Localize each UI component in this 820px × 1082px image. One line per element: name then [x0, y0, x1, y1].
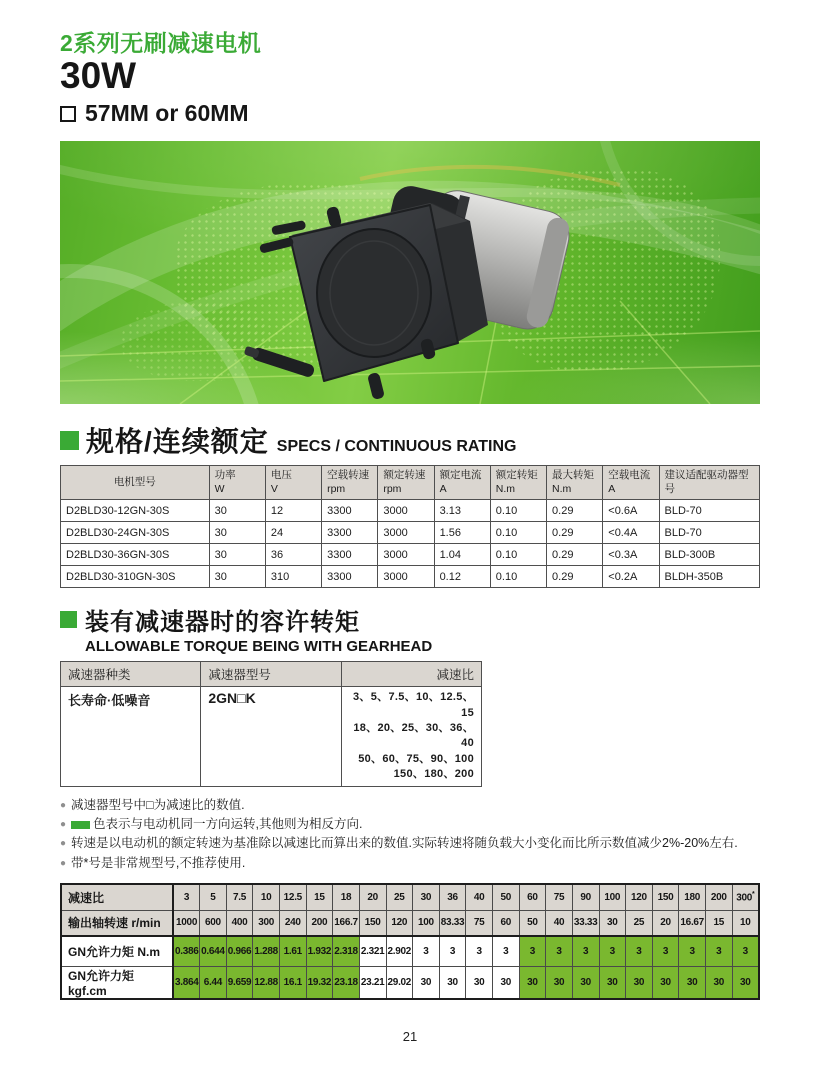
gearhead-col-model: 减速器型号: [201, 662, 341, 687]
spec-value: 30: [209, 522, 265, 544]
ratio-cell: 6.44: [200, 966, 227, 999]
gearbox: [290, 203, 488, 381]
note-text: 减速器型号中□为减速比的数值.: [71, 797, 245, 812]
ratio-table-row: [61, 884, 759, 910]
gearhead-col-ratio: 减速比: [341, 662, 481, 687]
ratio-cell: 90: [572, 884, 599, 910]
spec-value: 0.29: [547, 500, 603, 522]
spec-value: 1.56: [434, 522, 490, 544]
spec-column-header: 建议适配驱动器型号: [659, 466, 760, 500]
spec-value: 3300: [322, 500, 378, 522]
note-item: [60, 815, 760, 834]
spec-value: 30: [209, 544, 265, 566]
row-label: GN允许力矩 N.m: [61, 936, 173, 966]
page-number: 21: [402, 1029, 418, 1044]
ratio-cell: 1.932: [306, 936, 333, 966]
ratio-cell: 9.659: [226, 966, 253, 999]
ratio-cell: 36: [439, 884, 466, 910]
ratio-cell: 3: [173, 884, 200, 910]
spec-table-row: [61, 544, 760, 566]
motor-photo: [232, 173, 577, 401]
ratio-cell: 2.902: [386, 936, 413, 966]
spec-value: <0.4A: [603, 522, 659, 544]
square-frame-icon: [60, 106, 76, 122]
spec-value: 3300: [322, 566, 378, 588]
ratio-cell: 200: [706, 884, 733, 910]
spec-value: 0.10: [490, 500, 546, 522]
spec-table-row: [61, 522, 760, 544]
ratio-cell: 50: [493, 884, 520, 910]
ratio-cell: 60: [493, 910, 520, 936]
bullet-icon: ●: [60, 838, 67, 850]
spec-value: <0.2A: [603, 566, 659, 588]
spec-value: 3.13: [434, 500, 490, 522]
ratio-cell: 1.288: [253, 936, 280, 966]
specs-title-en: SPECS / CONTINUOUS RATING: [276, 438, 517, 456]
motor-model: D2BLD30-12GN-30S: [61, 500, 210, 522]
ratio-cell: 200: [306, 910, 333, 936]
spec-column-header: 额定转矩 N.m: [490, 466, 546, 500]
torque-title-en: ALLOWABLE TORQUE BEING WITH GEARHEAD: [85, 638, 433, 656]
ratio-cell: 30: [626, 966, 653, 999]
ratio-cell: 30: [546, 966, 573, 999]
spec-column-header: 额定电流 A: [434, 466, 490, 500]
spec-value: 0.10: [490, 522, 546, 544]
ratio-cell: 20: [652, 910, 679, 936]
frame-size-line: [60, 100, 760, 127]
spec-value: 0.10: [490, 566, 546, 588]
product-banner: [60, 141, 760, 404]
gearhead-header-row: [61, 662, 482, 687]
ratio-cell: 83.33: [439, 910, 466, 936]
spec-value: BLD-70: [659, 500, 760, 522]
ratio-cell: 75: [466, 910, 493, 936]
ratio-cell: 5: [200, 884, 227, 910]
spec-value: 0.29: [547, 544, 603, 566]
ratio-cell: 30: [413, 966, 440, 999]
spec-value: 36: [265, 544, 321, 566]
ratio-cell: 30: [413, 884, 440, 910]
green-square-icon: [60, 431, 79, 450]
spec-column-header: 额定转速 rpm: [378, 466, 434, 500]
ratio-cell: 33.33: [572, 910, 599, 936]
ratio-cell: 30: [599, 910, 626, 936]
note-item: [60, 796, 760, 815]
spec-value: 0.10: [490, 544, 546, 566]
torque-title-zh: 装有减速器时的容许转矩: [85, 609, 360, 637]
ratio-cell: 3: [546, 936, 573, 966]
ratio-cell: 3: [706, 936, 733, 966]
ratio-cell: 3: [466, 936, 493, 966]
ratio-cell: 400: [226, 910, 253, 936]
series-title: 2系列无刷减速电机: [60, 30, 262, 56]
ratio-cell: 12.88: [253, 966, 280, 999]
spec-value: 3300: [322, 522, 378, 544]
ratio-cell: 3: [413, 936, 440, 966]
ratio-cell: 166.7: [333, 910, 360, 936]
ratio-cell: 30: [652, 966, 679, 999]
spec-table-row: [61, 500, 760, 522]
section-specs-heading: [60, 420, 760, 460]
spec-value: 24: [265, 522, 321, 544]
spec-column-header: 最大转矩 N.m: [547, 466, 603, 500]
ratio-cell: 300*: [732, 884, 759, 910]
spec-value: 0.29: [547, 522, 603, 544]
note-item: [60, 854, 760, 873]
ratio-cell: 3: [732, 936, 759, 966]
gearhead-data-row: [61, 687, 482, 786]
spec-value: 0.29: [547, 566, 603, 588]
ratio-cell: 25: [626, 910, 653, 936]
spec-value: 310: [265, 566, 321, 588]
section-torque-heading: [60, 602, 760, 655]
ratio-cell: 300: [253, 910, 280, 936]
spec-column-header: 电机型号: [61, 466, 210, 500]
gearhead-table: [60, 661, 482, 786]
spec-value: <0.3A: [603, 544, 659, 566]
ratio-cell: 30: [572, 966, 599, 999]
spec-table-row: [61, 566, 760, 588]
spec-value: 3000: [378, 500, 434, 522]
ratio-cell: 1.61: [280, 936, 307, 966]
spec-value: 1.04: [434, 544, 490, 566]
green-square-icon: [60, 611, 77, 628]
spec-value: 3000: [378, 522, 434, 544]
power-rating: 30W: [60, 55, 137, 97]
ratio-cell: 30: [732, 966, 759, 999]
ratio-cell: 30: [599, 966, 626, 999]
ratio-cell: 240: [280, 910, 307, 936]
ratio-cell: 60: [519, 884, 546, 910]
spec-value: 30: [209, 500, 265, 522]
spec-value: <0.6A: [603, 500, 659, 522]
ratio-cell: 15: [706, 910, 733, 936]
gearhead-type: 长寿命·低噪音: [61, 687, 201, 786]
spec-value: 0.12: [434, 566, 490, 588]
ratio-cell: 23.21: [359, 966, 386, 999]
spec-value: 3000: [378, 544, 434, 566]
ratio-torque-table: [60, 883, 760, 1000]
ratio-cell: 3: [652, 936, 679, 966]
green-swatch-icon: [71, 821, 90, 829]
notes-list: [60, 796, 760, 874]
ratio-cell: 100: [413, 910, 440, 936]
ratio-cell: 2.321: [359, 936, 386, 966]
motor-model: D2BLD30-24GN-30S: [61, 522, 210, 544]
ratio-cell: 16.1: [280, 966, 307, 999]
ratio-cell: 25: [386, 884, 413, 910]
row-label: 输出轴转速 r/min: [61, 910, 173, 936]
row-label: GN允许力矩 kgf.cm: [61, 966, 173, 999]
ratio-cell: 16.67: [679, 910, 706, 936]
specs-table: [60, 465, 760, 588]
ratio-cell: 0.386: [173, 936, 200, 966]
ratio-cell: 3: [679, 936, 706, 966]
ratio-cell: 23.18: [333, 966, 360, 999]
spec-value: 3000: [378, 566, 434, 588]
spec-value: 3300: [322, 544, 378, 566]
spec-value: BLDH-350B: [659, 566, 760, 588]
ratio-cell: 100: [599, 884, 626, 910]
ratio-table-row: [61, 936, 759, 966]
motor-model: D2BLD30-36GN-30S: [61, 544, 210, 566]
note-item: [60, 834, 760, 853]
ratio-cell: 10: [732, 910, 759, 936]
ratio-cell: 120: [386, 910, 413, 936]
ratio-cell: 30: [519, 966, 546, 999]
ratio-cell: 0.966: [226, 936, 253, 966]
spec-value: 12: [265, 500, 321, 522]
ratio-cell: 30: [466, 966, 493, 999]
ratio-cell: 3.864: [173, 966, 200, 999]
ratio-cell: 40: [466, 884, 493, 910]
ratio-cell: 50: [519, 910, 546, 936]
asterisk-marker: *: [751, 891, 755, 899]
specs-title-zh: 规格/连续额定: [86, 426, 269, 458]
note-text: 带*号是非常规型号,不推荐使用.: [71, 855, 246, 870]
spec-column-header: 电压 V: [265, 466, 321, 500]
ratio-cell: 1000: [173, 910, 200, 936]
ratio-cell: 3: [519, 936, 546, 966]
ratio-cell: 30: [439, 966, 466, 999]
frame-size-label: 57MM or 60MM: [85, 100, 249, 127]
note-text: 色表示与电动机同一方向运转,其他则为相反方向.: [93, 817, 363, 831]
ratio-cell: 3: [572, 936, 599, 966]
spec-value: BLD-300B: [659, 544, 760, 566]
gearhead-col-type: 减速器种类: [61, 662, 201, 687]
ratio-cell: 20: [359, 884, 386, 910]
ratio-cell: 10: [253, 884, 280, 910]
gearhead-model: 2GN□K: [201, 687, 341, 786]
bullet-icon: ●: [60, 857, 67, 869]
ratio-cell: 30: [679, 966, 706, 999]
gearhead-ratios: 3、5、7.5、10、12.5、15 18、20、25、30、36、40 50、60、75、90、100 150、180、200: [341, 687, 481, 786]
note-text: 转速是以电动机的额定转速为基准除以减速比而算出来的数值.实际转速将随负载大小变化而比所示数值减少2%-20%左右.: [71, 836, 738, 851]
row-label: 减速比: [61, 884, 173, 910]
bullet-icon: ●: [60, 799, 67, 811]
ratio-cell: 3: [439, 936, 466, 966]
ratio-cell: 3: [599, 936, 626, 966]
ratio-cell: 3: [626, 936, 653, 966]
ratio-cell: 30: [493, 966, 520, 999]
ratio-cell: 150: [652, 884, 679, 910]
ratio-cell: 120: [626, 884, 653, 910]
ratio-cell: 75: [546, 884, 573, 910]
ratio-table-row: [61, 910, 759, 936]
ratio-cell: 19.32: [306, 966, 333, 999]
ratio-cell: 180: [679, 884, 706, 910]
ratio-cell: 7.5: [226, 884, 253, 910]
spec-column-header: 空载电流 A: [603, 466, 659, 500]
ratio-cell: 29.02: [386, 966, 413, 999]
spec-column-header: 空载转速 rpm: [322, 466, 378, 500]
ratio-cell: 15: [306, 884, 333, 910]
ratio-table-row: [61, 966, 759, 999]
specs-header-row: [61, 466, 760, 500]
ratio-cell: 600: [200, 910, 227, 936]
ratio-cell: 12.5: [280, 884, 307, 910]
motor-model: D2BLD30-310GN-30S: [61, 566, 210, 588]
ratio-cell: 40: [546, 910, 573, 936]
ratio-cell: 30: [706, 966, 733, 999]
page-header: [60, 30, 760, 127]
ratio-cell: 18: [333, 884, 360, 910]
ratio-cell: 3: [493, 936, 520, 966]
ratio-cell: 150: [359, 910, 386, 936]
bullet-icon: ●: [60, 818, 67, 830]
ratio-cell: 2.318: [333, 936, 360, 966]
spec-value: BLD-70: [659, 522, 760, 544]
spec-column-header: 功率 W: [209, 466, 265, 500]
spec-value: 30: [209, 566, 265, 588]
ratio-cell: 0.644: [200, 936, 227, 966]
